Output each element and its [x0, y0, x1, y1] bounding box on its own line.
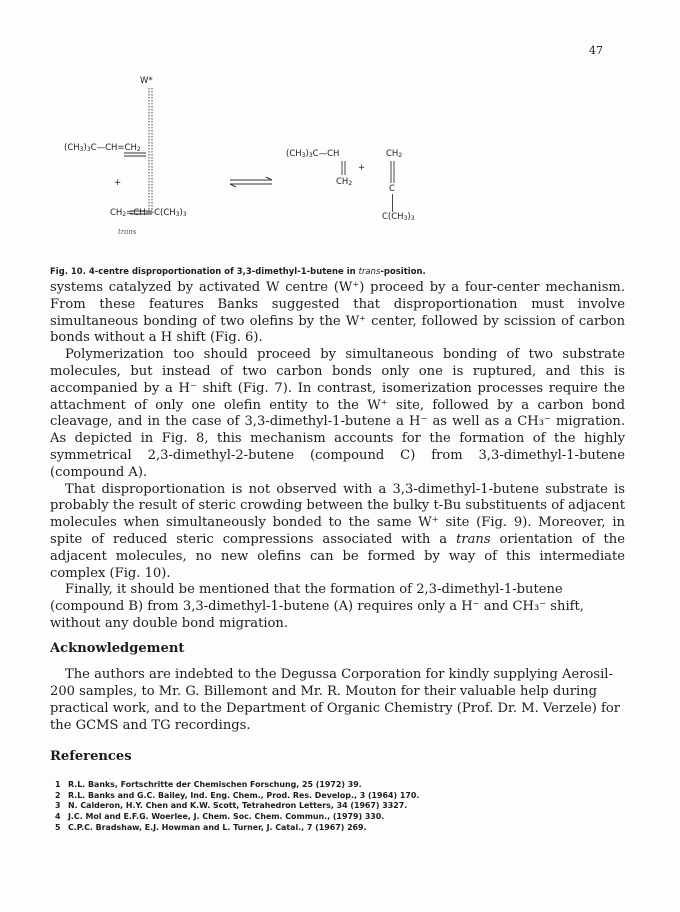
reference-item	[55, 780, 615, 791]
reference-number: 2	[55, 790, 61, 800]
paragraph-3-italic: trans	[456, 531, 491, 547]
product-right-bottom-formula: $C(CH_3)_3$	[382, 212, 415, 222]
paragraph-3-part-a: That disproportionation is not observed with a 3,3-dimethyl-1-butene substrate is probably the result of steric crowding between the bulky t-Bu substituents of adjacent molecules when simultaneously bonded to the same W⁺ site (Fig. 9). Moreover, in spite of reduced steric compressions associated with a	[50, 481, 625, 547]
upper-olefin-formula	[64, 143, 141, 153]
left-plus-sign: +	[114, 178, 122, 188]
upper-olefin-text: $(CH_3)_3C—CH=CH_2$	[64, 143, 141, 153]
reference-item	[55, 801, 615, 812]
reference-text: J.C. Mol and E.F.G. Woerlee, J. Chem. Soc. Chem. Commun., (1979) 330.	[68, 812, 385, 822]
product-right-mid-atom: C	[389, 184, 395, 194]
caption-suffix: -position.	[380, 266, 426, 276]
paragraph-2: Polymerization too should proceed by simultaneous bonding of two substrate molecules, but instead of two carbon bonds only one is ruptured, and this is accompanied by a H⁻ shift (Fig. 7). In contrast, isomerization processes require the attachment of only one olefin entity to the W⁺ site, followed by a carbon bond cleavage, and in the case of 3,3-dimethyl-1-butene a H⁻ as well as a CH₃⁻ migration. As depicted in Fig. 8, this mechanism accounts for the formation of the highly symmetrical 2,3-dimethyl-2-butene (compound C) from 3,3-dimethyl-1-butene (compound A).	[50, 347, 625, 480]
trans-label: trans	[118, 228, 137, 236]
reference-number: 3	[55, 801, 61, 811]
acknowledgement-heading: Acknowledgement	[50, 641, 185, 656]
paragraph-3-part-b: orientation of the adjacent molecules, no new olefins can be formed by way of this intermediate complex (Fig. 10).	[50, 531, 625, 581]
reference-number: 4	[55, 812, 61, 822]
reference-item	[55, 823, 615, 834]
paragraph-3	[50, 482, 625, 583]
reference-text: C.P.C. Bradshaw, E.J. Howman and L. Turner, J. Catal., 7 (1967) 269.	[68, 822, 367, 832]
paragraph-4: Finally, it should be mentioned that the formation of 2,3-dimethyl-1-butene (compound B) from 3,3-dimethyl-1-butene (A) requires only a H⁻ and CH₃⁻ shift, without any double bond migration.	[50, 582, 584, 631]
figure-caption	[50, 266, 426, 276]
product-left-bottom-formula: $CH_2$	[336, 177, 353, 187]
caption-italic: trans	[358, 266, 381, 276]
reference-item	[55, 812, 615, 823]
reference-text: R.L. Banks, Fortschritte der Chemischen Forschung, 25 (1972) 39.	[68, 780, 362, 789]
product-right-top-formula: $CH_2$	[386, 149, 403, 159]
page-number: 47	[589, 44, 603, 57]
lower-olefin-formula: $CH_2=CH—C(CH_3)_3$	[110, 208, 187, 218]
tungsten-center-label: W*	[140, 76, 153, 86]
references-heading: References	[50, 749, 132, 764]
body-text	[50, 280, 625, 633]
scheme-bonds	[0, 0, 680, 260]
reference-number: 1	[55, 780, 61, 789]
acknowledgement-text: The authors are indebted to the Degussa Corporation for kindly supplying Aerosil-200 samples, to Mr. G. Billemont and Mr. R. Mouton for their valuable help during practical work, and to the Department of Organic Chemistry (Prof. Dr. M. Verzele) for the GCMS and TG recordings.	[50, 667, 621, 733]
reference-list	[55, 780, 615, 834]
reference-number: 5	[55, 822, 61, 832]
product-left-top-formula: $(CH_3)_3C—CH$	[286, 149, 340, 159]
paragraph-1: systems catalyzed by activated W centre (W⁺) proceed by a four-center mechanism. From these features Banks suggested that disproportionation must involve simultaneous bonding of two olefins by the W⁺ center, followed by scission of carbon bonds without a H shift (Fig. 6).	[50, 280, 625, 346]
reference-text: R.L. Banks and G.C. Bailey, Ind. Eng. Chem., Prod. Res. Develop., 3 (1964) 170.	[68, 790, 420, 800]
right-plus-sign: +	[358, 163, 366, 173]
reference-text: N. Calderon, H.Y. Chen and K.W. Scott, Tetrahedron Letters, 34 (1967) 3327.	[68, 801, 408, 811]
reference-item	[55, 791, 615, 802]
caption-prefix: Fig. 10. 4-centre disproportionation of 3,3-dimethyl-1-butene in	[50, 266, 359, 276]
